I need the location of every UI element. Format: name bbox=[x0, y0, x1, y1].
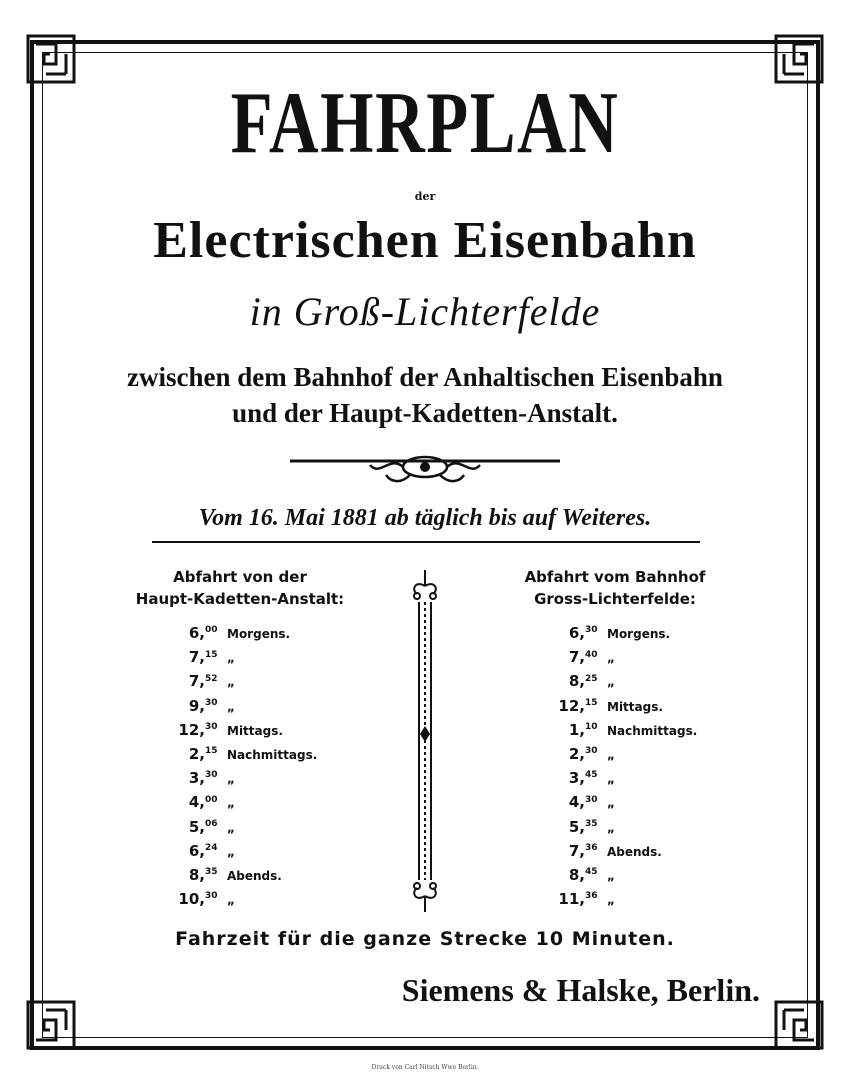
time-of-day-note: „ bbox=[607, 796, 615, 811]
poster-title: FAHRPLAN bbox=[230, 75, 620, 172]
departure-hour: 7, bbox=[188, 648, 205, 667]
greek-key-corner-icon bbox=[774, 1000, 824, 1050]
place-name: in Groß-Lichterfelde bbox=[249, 289, 601, 334]
time-of-day-note: Abends. bbox=[227, 868, 282, 883]
departure-minute: 30 bbox=[205, 722, 218, 733]
departure-minute: 00 bbox=[205, 625, 218, 636]
departure-row bbox=[165, 793, 395, 817]
right-heading-line-1: Abfahrt vom Bahnhof bbox=[524, 568, 706, 586]
departure-minute: 10 bbox=[585, 722, 598, 733]
departure-hour: 3, bbox=[568, 769, 585, 788]
title-connector: der bbox=[414, 190, 436, 203]
left-heading-line-2: Haupt-Kadetten-Anstalt: bbox=[135, 590, 345, 608]
left-departure-list bbox=[165, 624, 395, 914]
scroll-ornament-icon bbox=[290, 447, 560, 487]
right-column-heading bbox=[470, 566, 760, 610]
departure-row bbox=[165, 697, 395, 721]
departure-row bbox=[545, 624, 775, 648]
right-heading-line-2: Gross-Lichterfelde: bbox=[534, 590, 696, 608]
departure-minute: 40 bbox=[585, 649, 598, 660]
time-of-day-note: „ bbox=[607, 772, 615, 787]
departure-row bbox=[165, 890, 395, 914]
departure-row bbox=[165, 818, 395, 842]
departure-row bbox=[545, 745, 775, 769]
departure-minute: 35 bbox=[205, 867, 218, 878]
time-of-day-note: Morgens. bbox=[607, 627, 671, 641]
time-of-day-note: „ bbox=[227, 844, 235, 859]
departure-minute: 36 bbox=[585, 891, 598, 902]
departure-row bbox=[165, 672, 395, 696]
departure-row bbox=[545, 890, 775, 914]
departure-row bbox=[545, 818, 775, 842]
time-of-day-note: „ bbox=[607, 868, 615, 883]
time-of-day-note: Mittags. bbox=[227, 723, 283, 738]
time-of-day-note: „ bbox=[227, 699, 235, 714]
time-of-day-note: Mittags. bbox=[607, 699, 663, 714]
time-of-day-note: „ bbox=[227, 675, 235, 690]
departure-hour: 5, bbox=[568, 817, 585, 836]
departure-row bbox=[165, 648, 395, 672]
departure-hour: 6, bbox=[188, 841, 205, 860]
left-column-heading bbox=[95, 566, 385, 610]
departure-hour: 4, bbox=[188, 793, 205, 812]
departure-minute: 30 bbox=[585, 746, 598, 757]
route-description-line-2: und der Haupt-Kadetten-Anstalt. bbox=[232, 398, 618, 428]
departure-hour: 3, bbox=[188, 769, 205, 788]
departure-hour: 2, bbox=[188, 744, 205, 763]
departure-minute: 30 bbox=[585, 794, 598, 805]
departure-minute: 06 bbox=[205, 818, 218, 829]
departure-row bbox=[545, 721, 775, 745]
departure-minute: 15 bbox=[205, 649, 218, 660]
departure-minute: 00 bbox=[205, 794, 218, 805]
left-heading-line-1: Abfahrt von der bbox=[173, 568, 307, 586]
departure-minute: 25 bbox=[585, 673, 598, 684]
departure-hour: 10, bbox=[178, 890, 205, 909]
departure-minute: 15 bbox=[205, 746, 218, 757]
departure-row bbox=[165, 866, 395, 890]
departure-row bbox=[165, 769, 395, 793]
company-name: Siemens & Halske, Berlin. bbox=[401, 972, 760, 1008]
departure-hour: 2, bbox=[568, 744, 585, 763]
departure-row bbox=[545, 697, 775, 721]
departure-minute: 30 bbox=[205, 891, 218, 902]
departure-row bbox=[545, 648, 775, 672]
departure-row bbox=[165, 624, 395, 648]
time-of-day-note: Morgens. bbox=[227, 627, 291, 641]
departure-row bbox=[165, 721, 395, 745]
time-of-day-note: „ bbox=[607, 651, 615, 666]
departure-hour: 5, bbox=[188, 817, 205, 836]
departure-minute: 36 bbox=[585, 843, 598, 854]
departure-hour: 11, bbox=[558, 890, 585, 909]
time-of-day-note: „ bbox=[227, 772, 235, 787]
departure-minute: 30 bbox=[205, 697, 218, 708]
departure-minute: 45 bbox=[585, 867, 598, 878]
time-of-day-note: Abends. bbox=[607, 844, 662, 859]
departure-hour: 8, bbox=[568, 672, 585, 691]
departure-hour: 6, bbox=[188, 624, 205, 642]
departure-row bbox=[545, 793, 775, 817]
travel-time-note: Fahrzeit für die ganze Strecke 10 Minuten. bbox=[175, 928, 675, 950]
time-of-day-note: Nachmittags. bbox=[227, 747, 318, 762]
time-of-day-note: „ bbox=[607, 747, 615, 762]
departure-minute: 30 bbox=[205, 770, 218, 781]
route-description-line-1: zwischen dem Bahnhof der Anhaltischen Eisenbahn bbox=[127, 362, 723, 392]
validity-underline bbox=[152, 541, 700, 543]
departure-row bbox=[165, 745, 395, 769]
time-of-day-note: „ bbox=[227, 893, 235, 908]
time-of-day-note: „ bbox=[227, 651, 235, 666]
column-divider-ornament-icon bbox=[405, 566, 445, 916]
departure-hour: 4, bbox=[568, 793, 585, 812]
time-of-day-note: „ bbox=[607, 675, 615, 690]
time-of-day-note: „ bbox=[227, 796, 235, 811]
time-of-day-note: „ bbox=[227, 820, 235, 835]
departure-minute: 52 bbox=[205, 673, 218, 684]
departure-hour: 12, bbox=[558, 696, 585, 715]
departure-hour: 9, bbox=[188, 696, 205, 715]
right-departure-list bbox=[545, 624, 775, 914]
departure-hour: 6, bbox=[568, 624, 585, 642]
departure-hour: 7, bbox=[568, 841, 585, 860]
departure-row bbox=[545, 672, 775, 696]
printer-imprint: Druck von Carl Nitsch Wwe Berlin. bbox=[371, 1064, 479, 1071]
departure-hour: 8, bbox=[188, 865, 205, 884]
departure-minute: 24 bbox=[205, 843, 218, 854]
departure-row bbox=[165, 842, 395, 866]
departure-minute: 35 bbox=[585, 818, 598, 829]
time-of-day-note: „ bbox=[607, 820, 615, 835]
greek-key-corner-icon bbox=[26, 1000, 76, 1050]
departure-row bbox=[545, 769, 775, 793]
poster-subtitle: Electrischen Eisenbahn bbox=[153, 212, 697, 269]
departure-hour: 8, bbox=[568, 865, 585, 884]
departure-hour: 7, bbox=[188, 672, 205, 691]
departure-minute: 45 bbox=[585, 770, 598, 781]
time-of-day-note: „ bbox=[607, 893, 615, 908]
departure-row bbox=[545, 842, 775, 866]
greek-key-corner-icon bbox=[774, 34, 824, 84]
departure-hour: 1, bbox=[568, 720, 585, 739]
greek-key-corner-icon bbox=[26, 34, 76, 84]
validity-notice: Vom 16. Mai 1881 ab täglich bis auf Weiteres. bbox=[198, 505, 652, 531]
departure-hour: 12, bbox=[178, 720, 205, 739]
time-of-day-note: Nachmittags. bbox=[607, 723, 698, 738]
departure-hour: 7, bbox=[568, 648, 585, 667]
departure-minute: 30 bbox=[585, 625, 598, 636]
departure-minute: 15 bbox=[585, 697, 598, 708]
departure-row bbox=[545, 866, 775, 890]
